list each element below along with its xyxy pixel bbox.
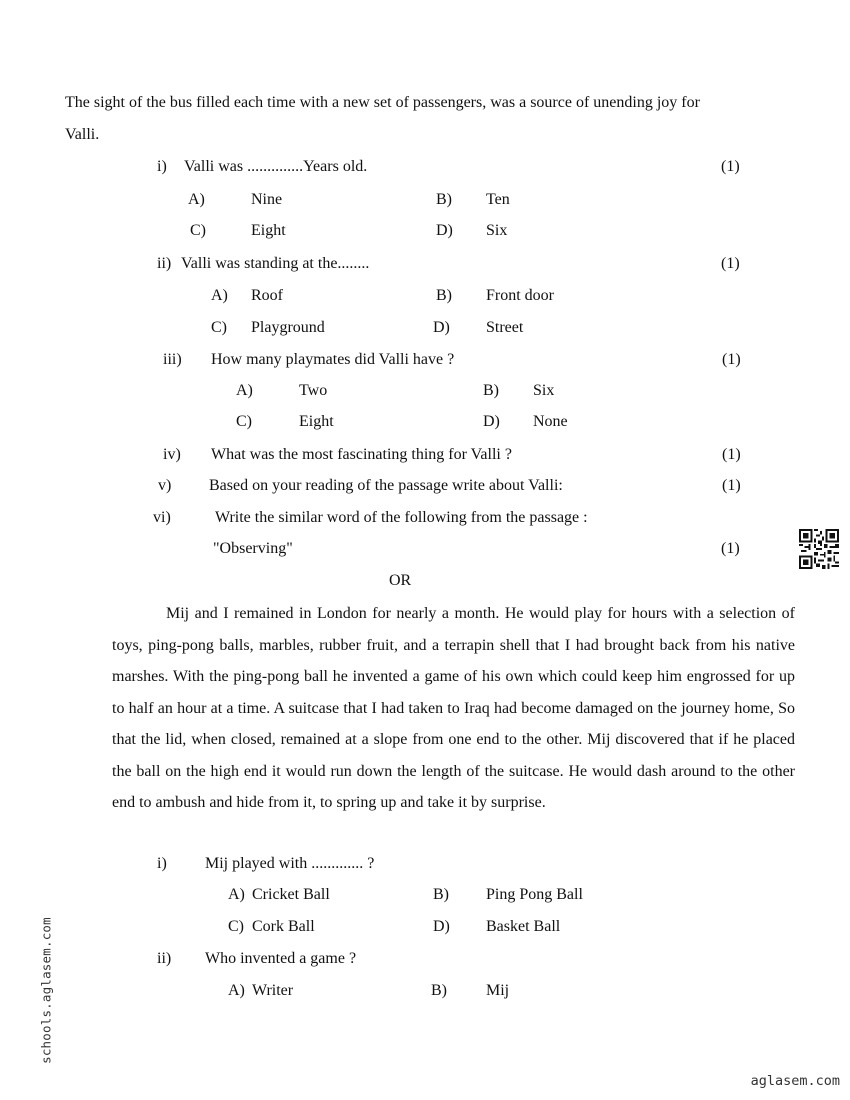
intro-line-1: The sight of the bus filled each time with a new set of passengers, was a source of unending joy for	[65, 94, 700, 111]
q4-text: What was the most fascinating thing for Valli ?	[211, 446, 512, 463]
q3-number: iii)	[163, 351, 182, 368]
s2-q1-option-b-letter: B)	[433, 886, 449, 903]
q5-text: Based on your reading of the passage write about Valli:	[209, 477, 563, 494]
s2-q1-option-a: Cricket Ball	[252, 886, 330, 903]
q2-option-b: Front door	[486, 287, 554, 304]
q2-marks: (1)	[721, 255, 740, 272]
q2-option-c: Playground	[251, 319, 325, 336]
q2-option-b-letter: B)	[436, 287, 452, 304]
s2-q1-option-d: Basket Ball	[486, 918, 561, 935]
s2-q1-option-d-letter: D)	[433, 918, 450, 935]
q1-option-c: Eight	[251, 222, 286, 239]
intro-line-2: Valli.	[65, 126, 100, 143]
q1-option-c-letter: C)	[190, 222, 206, 239]
or-separator: OR	[389, 572, 412, 589]
qr-code-icon	[799, 529, 839, 569]
q3-text: How many playmates did Valli have ?	[211, 351, 455, 368]
q2-option-d: Street	[486, 319, 524, 336]
q4-number: iv)	[163, 446, 181, 463]
q3-option-a: Two	[299, 382, 328, 399]
q2-option-c-letter: C)	[211, 319, 227, 336]
q5-marks: (1)	[722, 477, 741, 494]
q6-marks: (1)	[721, 540, 740, 557]
q6-number: vi)	[153, 509, 171, 526]
q3-option-d: None	[533, 413, 568, 430]
q1-text: Valli was ..............Years old.	[184, 158, 368, 175]
s2-q1-option-c: Cork Ball	[252, 918, 315, 935]
q1-option-a-letter: A)	[188, 191, 205, 208]
side-watermark: schools.aglasem.com	[38, 917, 54, 1064]
s2-q2-text: Who invented a game ?	[205, 950, 357, 967]
q1-option-b-letter: B)	[436, 191, 452, 208]
q3-option-c: Eight	[299, 413, 334, 430]
q6-word: "Observing"	[213, 540, 293, 557]
q1-number: i)	[157, 158, 167, 175]
q2-option-a-letter: A)	[211, 287, 228, 304]
q2-option-d-letter: D)	[433, 319, 450, 336]
q6-text: Write the similar word of the following from the passage :	[215, 509, 588, 526]
q3-option-c-letter: C)	[236, 413, 252, 430]
q3-option-b-letter: B)	[483, 382, 499, 399]
q2-text: Valli was standing at the........	[181, 255, 370, 272]
footer-watermark: aglasem.com	[750, 1073, 840, 1089]
q1-marks: (1)	[721, 158, 740, 175]
q1-option-d-letter: D)	[436, 222, 453, 239]
q2-option-a: Roof	[251, 287, 283, 304]
s2-q1-option-a-letter: A)	[228, 886, 245, 903]
passage-block	[112, 598, 795, 819]
q3-marks: (1)	[722, 351, 741, 368]
q5-number: v)	[158, 477, 172, 494]
s2-q2-number: ii)	[157, 950, 172, 967]
q1-option-a: Nine	[251, 191, 283, 208]
s2-q1-number: i)	[157, 855, 167, 872]
q2-number: ii)	[157, 255, 172, 272]
s2-q1-option-b: Ping Pong Ball	[486, 886, 583, 903]
s2-q2-option-a-letter: A)	[228, 982, 245, 999]
q3-option-a-letter: A)	[236, 382, 253, 399]
s2-q1-text: Mij played with ............. ?	[205, 855, 375, 872]
s2-q2-option-b-letter: B)	[431, 982, 447, 999]
s2-q2-option-a: Writer	[252, 982, 294, 999]
q4-marks: (1)	[722, 446, 741, 463]
q3-option-d-letter: D)	[483, 413, 500, 430]
s2-q2-option-b: Mij	[486, 982, 510, 999]
q1-option-d: Six	[486, 222, 508, 239]
s2-q1-option-c-letter: C)	[228, 918, 244, 935]
q1-option-b: Ten	[486, 191, 510, 208]
passage-text: Mij and I remained in London for nearly a month. He would play for hours with a selection of toys, ping-pong balls, marbles, rubber fruit, and a terrapin shell that I had brought back from his native marshes. With the ping-pong ball he invented a game of his own which could keep him engrossed for up to half an hour at a time. A suitcase that I had taken to Iraq had become damaged on the journey home, So that the lid, when closed, remained at a slope from one end to the other. Mij discovered that if he placed the ball on the high end it would run down the length of the suitcase. He would dash around to the other end to ambush and hide from it, to spring up and take it by surprise.	[112, 605, 795, 811]
q3-option-b: Six	[533, 382, 555, 399]
